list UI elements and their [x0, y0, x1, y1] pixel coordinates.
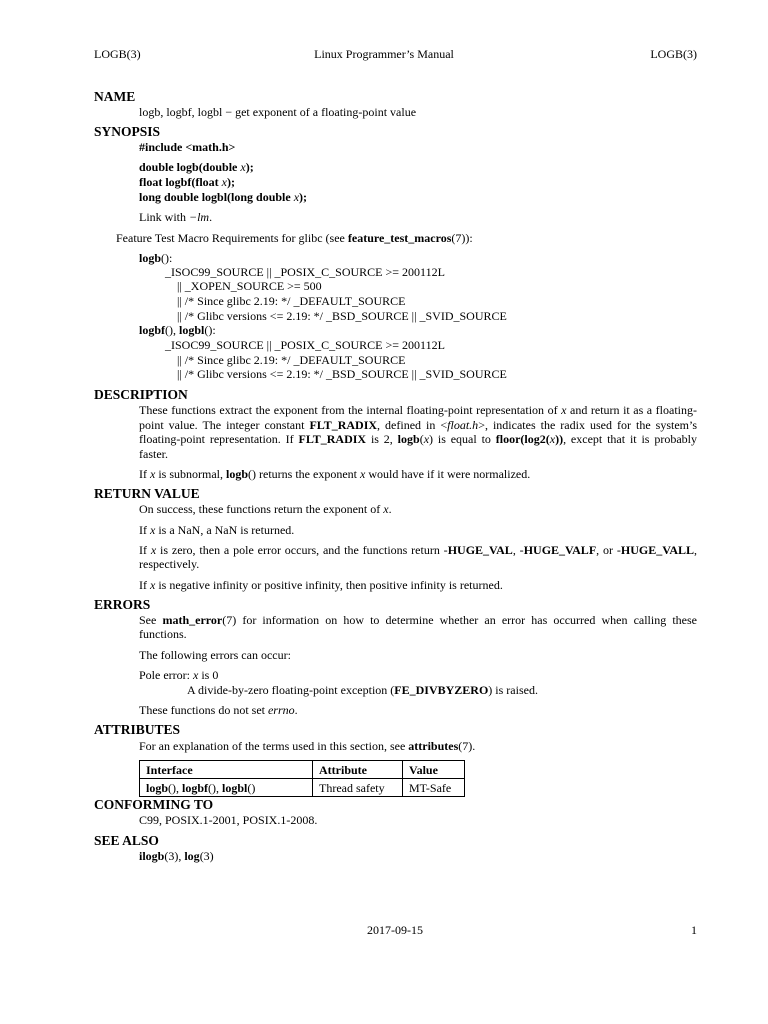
header-left: LOGB(3) [94, 47, 141, 61]
attributes-table-header-row [140, 761, 465, 779]
errors-pole-label: Pole error: x is 0 [139, 668, 219, 682]
return-value-heading: RETURN VALUE [94, 486, 200, 501]
return-value-paragraph-2: If x is a NaN, a NaN is returned. [139, 523, 295, 537]
ftm-logb-label: logb(): [139, 251, 173, 265]
description-heading: DESCRIPTION [94, 387, 188, 402]
attributes-table [139, 760, 465, 797]
ftm-logbf-line: _ISOC99_SOURCE || _POSIX_C_SOURCE >= 200112L [165, 338, 445, 352]
description-paragraph-1: These functions extract the exponent from the internal floating-point representation of x and return it as a floating-point value. The integer constant FLT_RADIX, defined in <float.h>, indicates the radix used for the system’s floating-point representation. If FLT_RADIX is 2, logb(x) is equal to floor(log2(x)), except that it is probably faster. [139, 403, 697, 461]
cell-attribute: Thread safety [313, 779, 403, 797]
cell-interface: logb(), logbf(), logbl() [140, 779, 313, 797]
attributes-intro: For an explanation of the terms used in this section, see attributes(7). [139, 739, 476, 753]
synopsis-proto-logbf: float logbf(float x); [139, 175, 235, 189]
return-value-paragraph-1: On success, these functions return the exponent of x. [139, 502, 392, 516]
synopsis-proto-logbl: long double logbl(long double x); [139, 190, 308, 204]
synopsis-include: #include <math.h> [139, 140, 236, 154]
header-right: LOGB(3) [650, 47, 697, 61]
footer-date: 2017-09-15 [367, 923, 423, 937]
errors-heading: ERRORS [94, 597, 151, 612]
conforming-text: C99, POSIX.1-2001, POSIX.1-2008. [139, 813, 318, 827]
description-paragraph-2: If x is subnormal, logb() returns the exponent x would have if it were normalized. [139, 467, 531, 481]
column-header-attribute: Attribute [313, 761, 403, 779]
errors-paragraph-2: The following errors can occur: [139, 648, 291, 662]
cell-value: MT-Safe [403, 779, 465, 797]
ftm-logb-line: || /* Glibc versions <= 2.19: */ _BSD_SOURCE || _SVID_SOURCE [177, 309, 507, 323]
table-row [140, 779, 465, 797]
name-text: logb, logbf, logbl − get exponent of a floating-point value [139, 105, 417, 119]
ftm-logb-line: || /* Since glibc 2.19: */ _DEFAULT_SOURCE [177, 294, 406, 308]
errors-paragraph-3: These functions do not set errno. [139, 703, 298, 717]
ftm-logbf-line: || /* Since glibc 2.19: */ _DEFAULT_SOURCE [177, 353, 406, 367]
conforming-heading: CONFORMING TO [94, 797, 214, 812]
column-header-interface: Interface [140, 761, 313, 779]
ftm-logbf-line: || /* Glibc versions <= 2.19: */ _BSD_SOURCE || _SVID_SOURCE [177, 367, 507, 381]
ftm-logb-line: _ISOC99_SOURCE || _POSIX_C_SOURCE >= 200112L [165, 265, 445, 279]
return-value-paragraph-3: If x is zero, then a pole error occurs, and the functions return -HUGE_VAL, -HUGE_VALF, or -HUGE_VALL, respectively. [139, 543, 697, 571]
footer-page-number: 1 [691, 923, 697, 937]
ftm-logbf-label: logbf(), logbl(): [139, 323, 216, 337]
synopsis-proto-logb: double logb(double x); [139, 160, 254, 174]
synopsis-link: Link with −lm. [139, 210, 213, 224]
ftm-logb-line: || _XOPEN_SOURCE >= 500 [177, 279, 322, 293]
attributes-heading: ATTRIBUTES [94, 722, 181, 737]
header-center: Linux Programmer’s Manual [314, 47, 454, 61]
synopsis-heading: SYNOPSIS [94, 124, 161, 139]
see-also-refs: ilogb(3), log(3) [139, 849, 214, 863]
errors-pole-description: A divide-by-zero floating-point exception (FE_DIVBYZERO) is raised. [187, 683, 538, 697]
synopsis-ftm: Feature Test Macro Requirements for glibc (see feature_test_macros(7)): [116, 231, 473, 245]
name-heading: NAME [94, 89, 136, 104]
return-value-paragraph-4: If x is negative infinity or positive infinity, then positive infinity is returned. [139, 578, 503, 592]
see-also-heading: SEE ALSO [94, 833, 159, 848]
column-header-value: Value [403, 761, 465, 779]
errors-paragraph-1: See math_error(7) for information on how to determine whether an error has occurred when calling these functions. [139, 613, 697, 641]
